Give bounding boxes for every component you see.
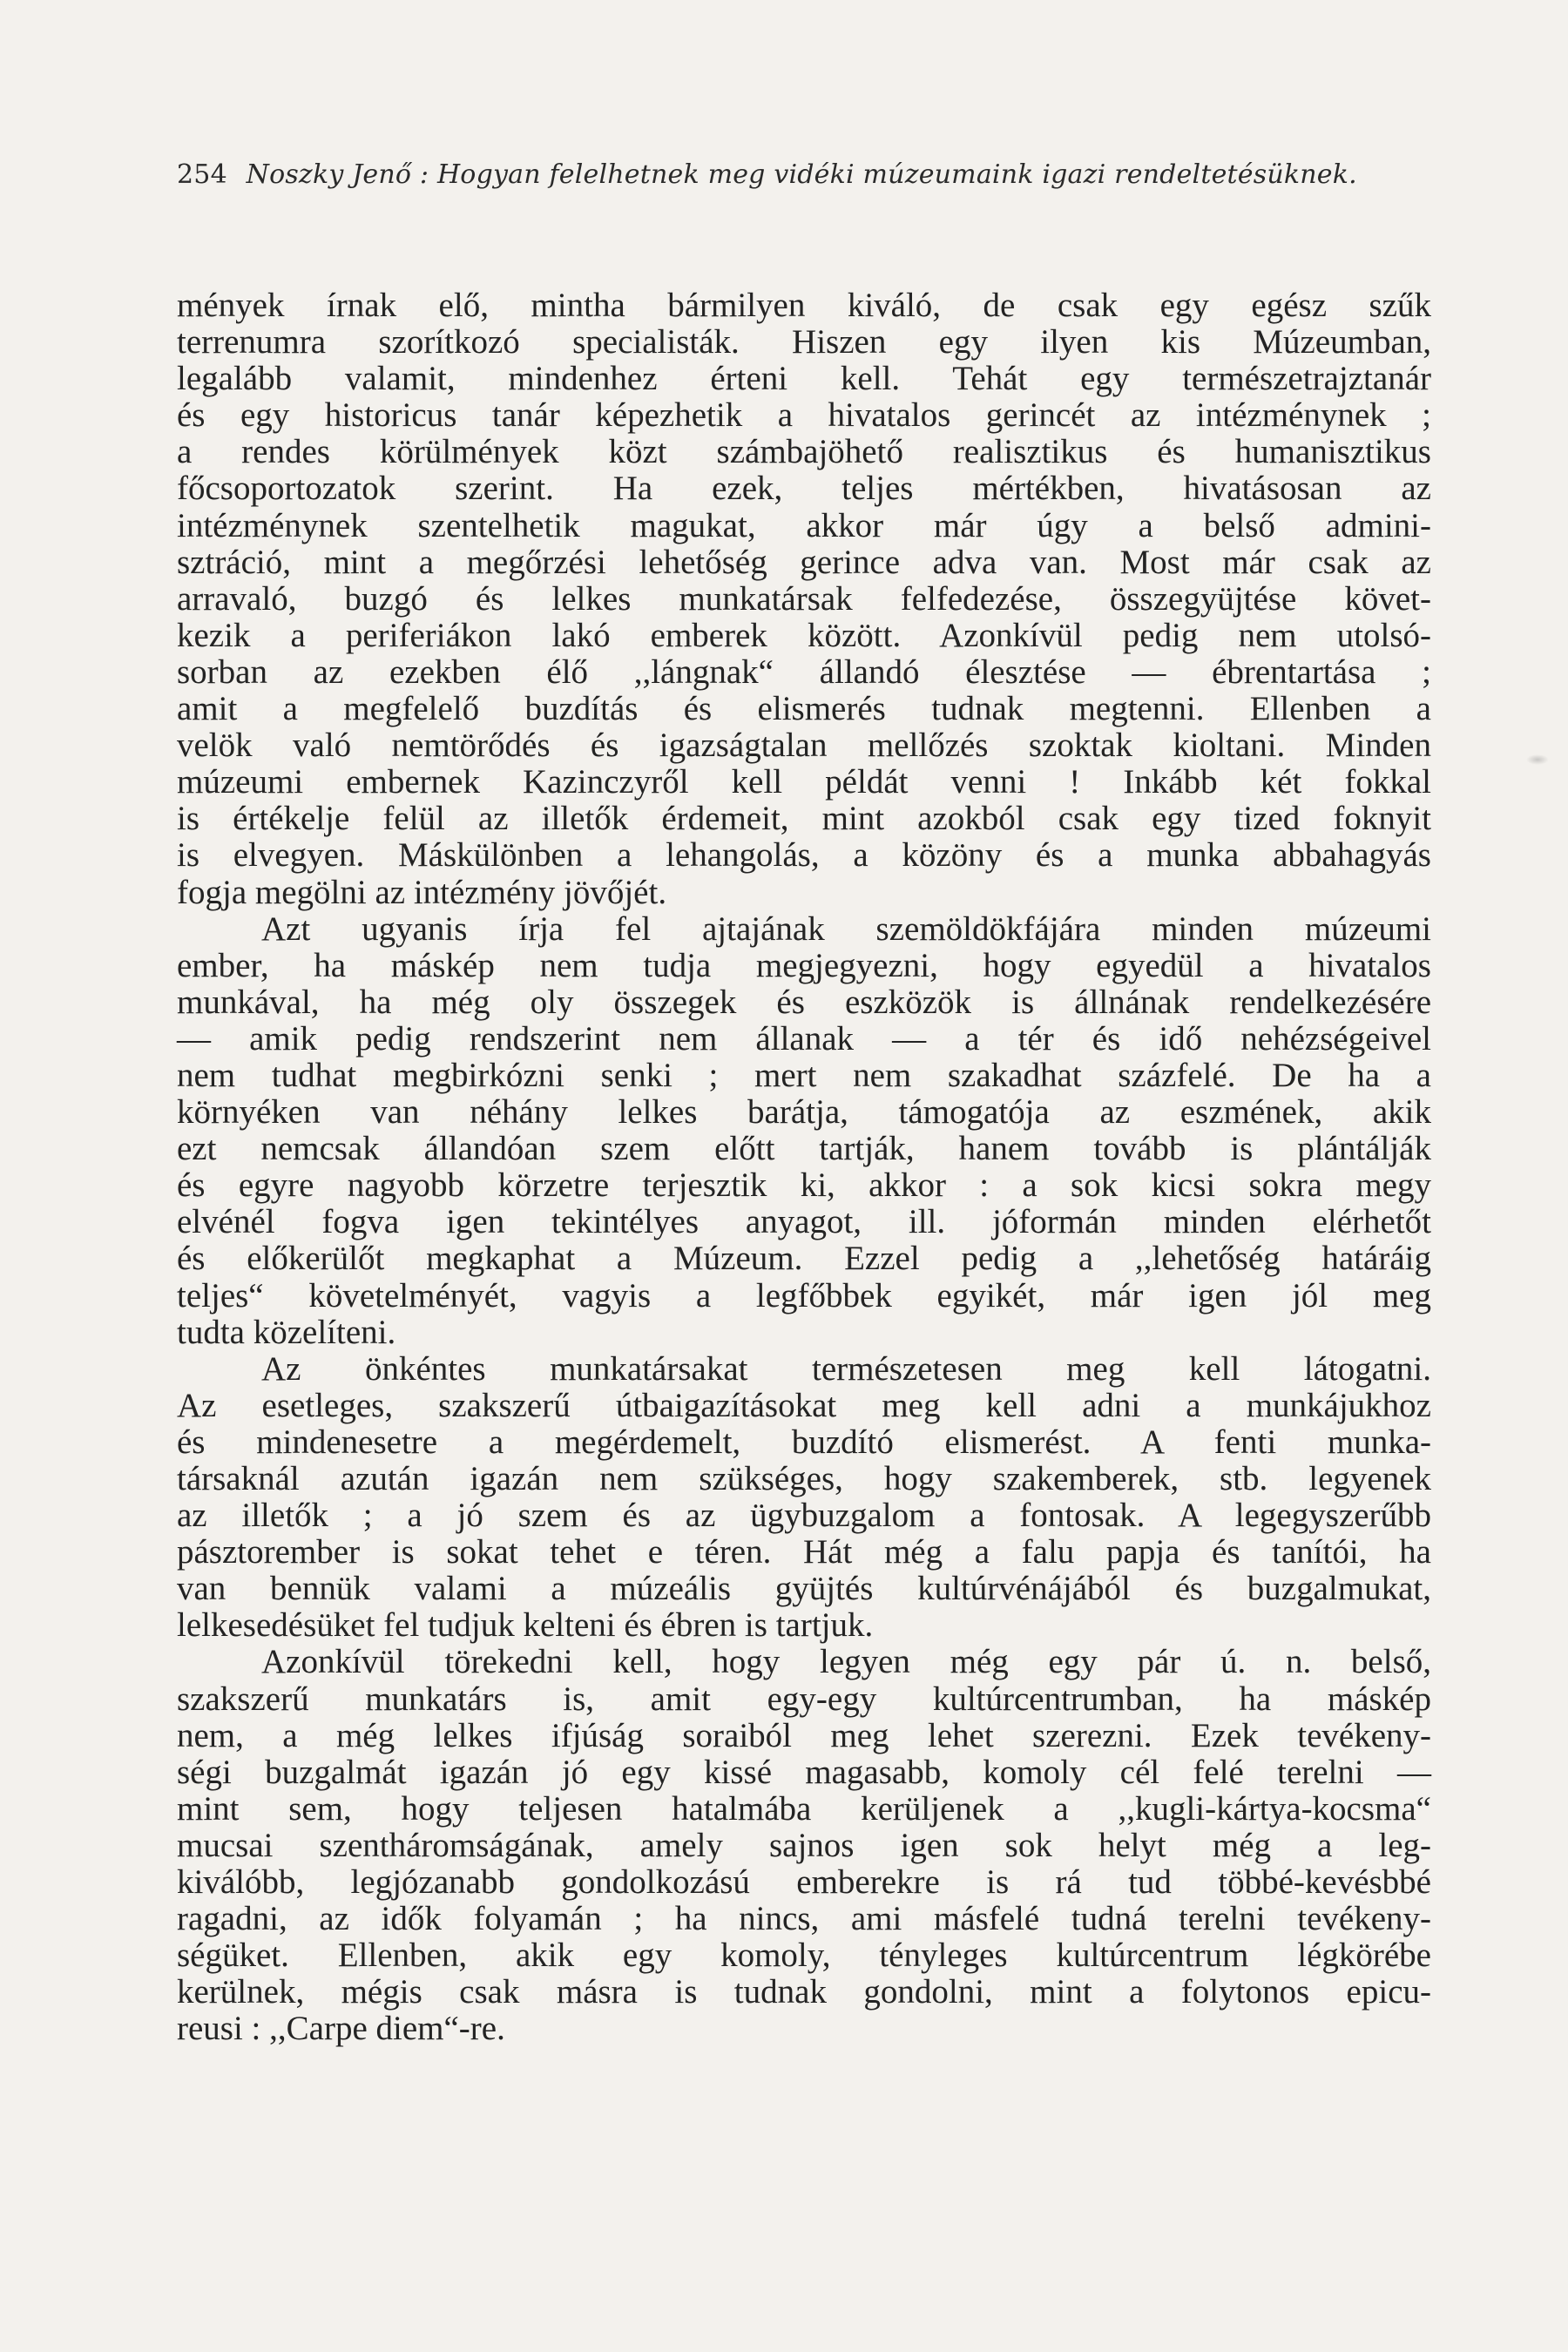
text-line: szakszerű munkatárs is, amit egy-egy kultúrcentrumban, ha máskép [177, 1680, 1431, 1718]
text-line: van bennük valami a múzeális gyüjtés kultúrvénájából és buzgalmukat, [177, 1570, 1431, 1608]
running-header [177, 159, 1431, 190]
text-line: Azonkívül törekedni kell, hogy legyen még egy pár ú. n. belső, [261, 1643, 1431, 1681]
text-line: főcsoportozatok szerint. Ha ezek, teljes mértékben, hivatásosan az [177, 470, 1431, 508]
text-line: Azt ugyanis írja fel ajtajának szemöldökfájára minden múzeumi [261, 909, 1431, 948]
text-line: mint sem, hogy teljesen hatalmába kerüljenek a ,,kugli-kártya-kocsma“ [177, 1789, 1431, 1828]
text-line: ezt nemcsak állandóan szem előtt tartják, hanem tovább is plántálják [177, 1130, 1431, 1168]
text-line: nem, a még lelkes ifjúság soraiból meg lehet szerezni. Ezek tevékeny- [177, 1716, 1431, 1754]
text-line: a rendes körülmények közt számbajöhető realisztikus és humanisztikus [177, 433, 1431, 471]
text-line: reusi : ,,Carpe diem“-re. [177, 2010, 505, 2048]
text-line: sorban az ezekben élő ,,lángnak“ állandó élesztése — ébrentartása ; [177, 652, 1431, 691]
text-line: ember, ha máskép nem tudja megjegyezni, hogy egyedül a hivatalos [177, 946, 1431, 984]
text-line: munkával, ha még oly összegek és eszközök is állnának rendelkezésére [177, 983, 1431, 1021]
text-line: — amik pedig rendszerint nem állanak — a tér és idő nehézségeivel [177, 1019, 1431, 1058]
text-line: ségüket. Ellenben, akik egy komoly, tényleges kultúrcentrum légkörébe [177, 1936, 1431, 1975]
text-line: és mindenesetre a megérdemelt, buzdító elismerést. A fenti munka- [177, 1423, 1431, 1461]
text-line: nem tudhat megbirkózni senki ; mert nem szakadhat százfelé. De ha a [177, 1056, 1431, 1094]
text-line: mények írnak elő, mintha bármilyen kiváló, de csak egy egész szűk [177, 287, 1431, 324]
text-line: sztráció, mint a megőrzési lehetőség gerince adva van. Most már csak az [177, 543, 1431, 581]
page-number: 254 [177, 159, 227, 190]
text-line: mucsai szentháromságának, amely sajnos igen sok helyt még a leg- [177, 1826, 1431, 1864]
text-line: társaknál azután igazán nem szükséges, hogy szakemberek, stb. legyenek [177, 1460, 1431, 1497]
text-line: Az önkéntes munkatársakat természetesen meg kell látogatni. [261, 1349, 1431, 1388]
text-line: az illetők ; a jó szem és az ügybuzgalom a fontosak. A legegyszerűbb [177, 1497, 1431, 1535]
text-line: legalább valamit, mindenhez érteni kell. Tehát egy természetrajztanár [177, 360, 1431, 398]
text-line: elvénél fogva igen tekintélyes anyagot, ill. jóformán minden elérhetőt [177, 1203, 1431, 1241]
page-smudge [1526, 754, 1549, 765]
text-line: és egy historicus tanár képezhetik a hivatalos gerincét az intézménynek ; [177, 396, 1431, 435]
text-line: amit a megfelelő buzdítás és elismerés tudnak megtenni. Ellenben a [177, 690, 1431, 728]
text-line: és egyre nagyobb körzetre terjesztik ki, akkor : a sok kicsi sokra megy [177, 1166, 1431, 1205]
text-line: arravaló, buzgó és lelkes munkatársak felfedezése, összegyüjtése követ- [177, 579, 1431, 618]
header-title: Noszky Jenő : Hogyan felelhetnek meg vidéki múzeumaink igazi rendeltetésüknek. [246, 159, 1357, 190]
body-text [177, 287, 1431, 2048]
text-line: intézménynek szentelhetik magukat, akkor már úgy a belső admini- [177, 506, 1431, 544]
text-line: teljes“ követelményét, vagyis a legfőbbek egyikét, már igen jól meg [177, 1276, 1431, 1315]
text-line: kezik a periferiákon lakó emberek között. Azonkívül pedig nem utolsó- [177, 616, 1431, 654]
text-line: és előkerülőt megkaphat a Múzeum. Ezzel pedig a ,,lehetőség határáig [177, 1240, 1431, 1278]
text-line: ragadni, az idők folyamán ; ha nincs, ami másfelé tudná terelni tevékeny- [177, 1900, 1431, 1938]
text-line: kerülnek, mégis csak másra is tudnak gondolni, mint a folytonos epicu- [177, 1973, 1431, 2011]
text-line: pásztorember is sokat tehet e téren. Hát még a falu papja és tanítói, ha [177, 1533, 1431, 1571]
text-line: terrenumra szorítkozó specialisták. Hiszen egy ilyen kis Múzeumban, [177, 323, 1431, 362]
text-line: Az esetleges, szakszerű útbaigazításokat meg kell adni a munkájukhoz [177, 1386, 1431, 1424]
text-line: fogja megölni az intézmény jövőjét. [177, 873, 667, 911]
text-line: múzeumi embernek Kazinczyről kell példát venni ! Inkább két fokkal [177, 763, 1431, 801]
text-line: lelkesedésüket fel tudjuk kelteni és ébren is tartjuk. [177, 1606, 874, 1645]
text-line: velök való nemtörődés és igazságtalan mellőzés szoktak kioltani. Minden [177, 727, 1431, 765]
text-line: ségi buzgalmát igazán jó egy kissé magasabb, komoly cél felé terelni — [177, 1753, 1431, 1791]
text-line: is elvegyen. Máskülönben a lehangolás, a közöny és a munka abbahagyás [177, 836, 1431, 875]
text-line: is értékelje felül az illetők érdemeit, mint azokból csak egy tized foknyit [177, 800, 1431, 838]
text-line: kiválóbb, legjózanabb gondolkozású emberekre is rá tud többé-kevésbbé [177, 1863, 1431, 1902]
text-line: környéken van néhány lelkes barátja, támogatója az eszmének, akik [177, 1093, 1431, 1132]
text-line: tudta közelíteni. [177, 1313, 396, 1351]
